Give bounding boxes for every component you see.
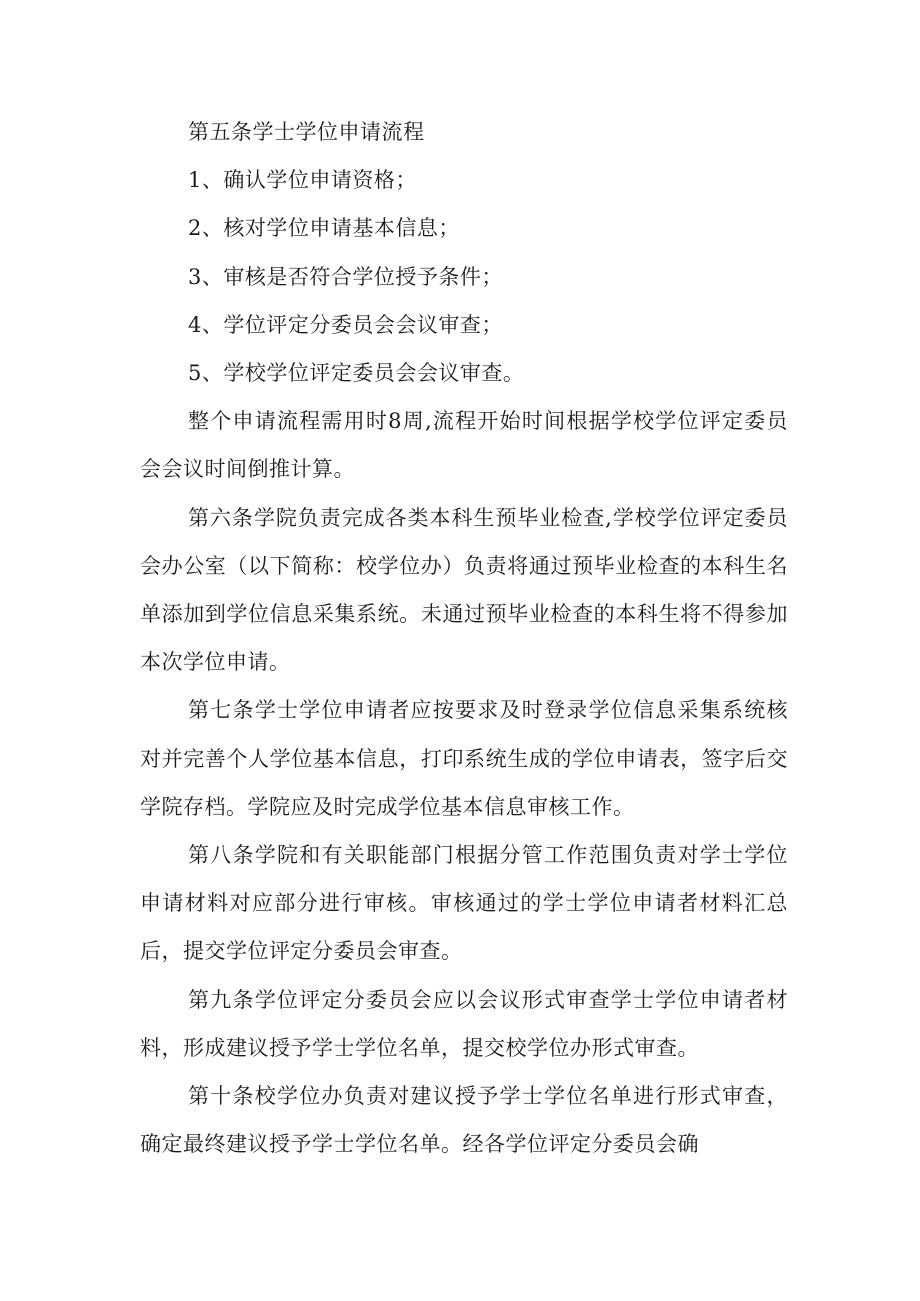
- step-3: 3、审核是否符合学位授予条件；: [188, 264, 503, 289]
- step-2: 2、核对学位申请基本信息；: [188, 216, 460, 241]
- process-duration-paragraph: 整个申请流程需用时8周,流程开始时间根据学校学位评定委员会会议时间倒推计算。: [140, 409, 788, 482]
- article-9-paragraph: 第九条学位评定分委员会应以会议形式审查学士学位申请者材料，形成建议授予学士学位名单，提交校学位办形式审查。: [140, 987, 788, 1060]
- step-5: 5、学校学位评定委员会会议审查。: [188, 361, 525, 386]
- article-7-paragraph: 第七条学士学位申请者应按要求及时登录学位信息采集系统核对并完善个人学位基本信息，打印系统生成的学位申请表，签字后交学院存档。学院应及时完成学位基本信息审核工作。: [140, 698, 788, 819]
- step-1: 1、确认学位申请资格；: [188, 168, 417, 193]
- document-body: [140, 108, 788, 1168]
- article-8-paragraph: 第八条学院和有关职能部门根据分管工作范围负责对学士学位申请材料对应部分进行审核。审核通过的学士学位申请者材料汇总后，提交学位评定分委员会审查。: [140, 843, 788, 964]
- article-5-heading: 第五条学士学位申请流程: [188, 120, 425, 144]
- article-6-paragraph: 第六条学院负责完成各类本科生预毕业检查,学校学位评定委员会办公室（以下简称：校学位办）负责将通过预毕业检查的本科生名单添加到学位信息采集系统。未通过预毕业检查的本科生将不得参加本次学位申请。: [140, 505, 788, 675]
- step-4: 4、学位评定分委员会会议审查；: [188, 312, 503, 337]
- article-10-paragraph: 第十条校学位办负责对建议授予学士学位名单进行形式审查，确定最终建议授予学士学位名单。经各学位评定分委员会确: [140, 1084, 788, 1157]
